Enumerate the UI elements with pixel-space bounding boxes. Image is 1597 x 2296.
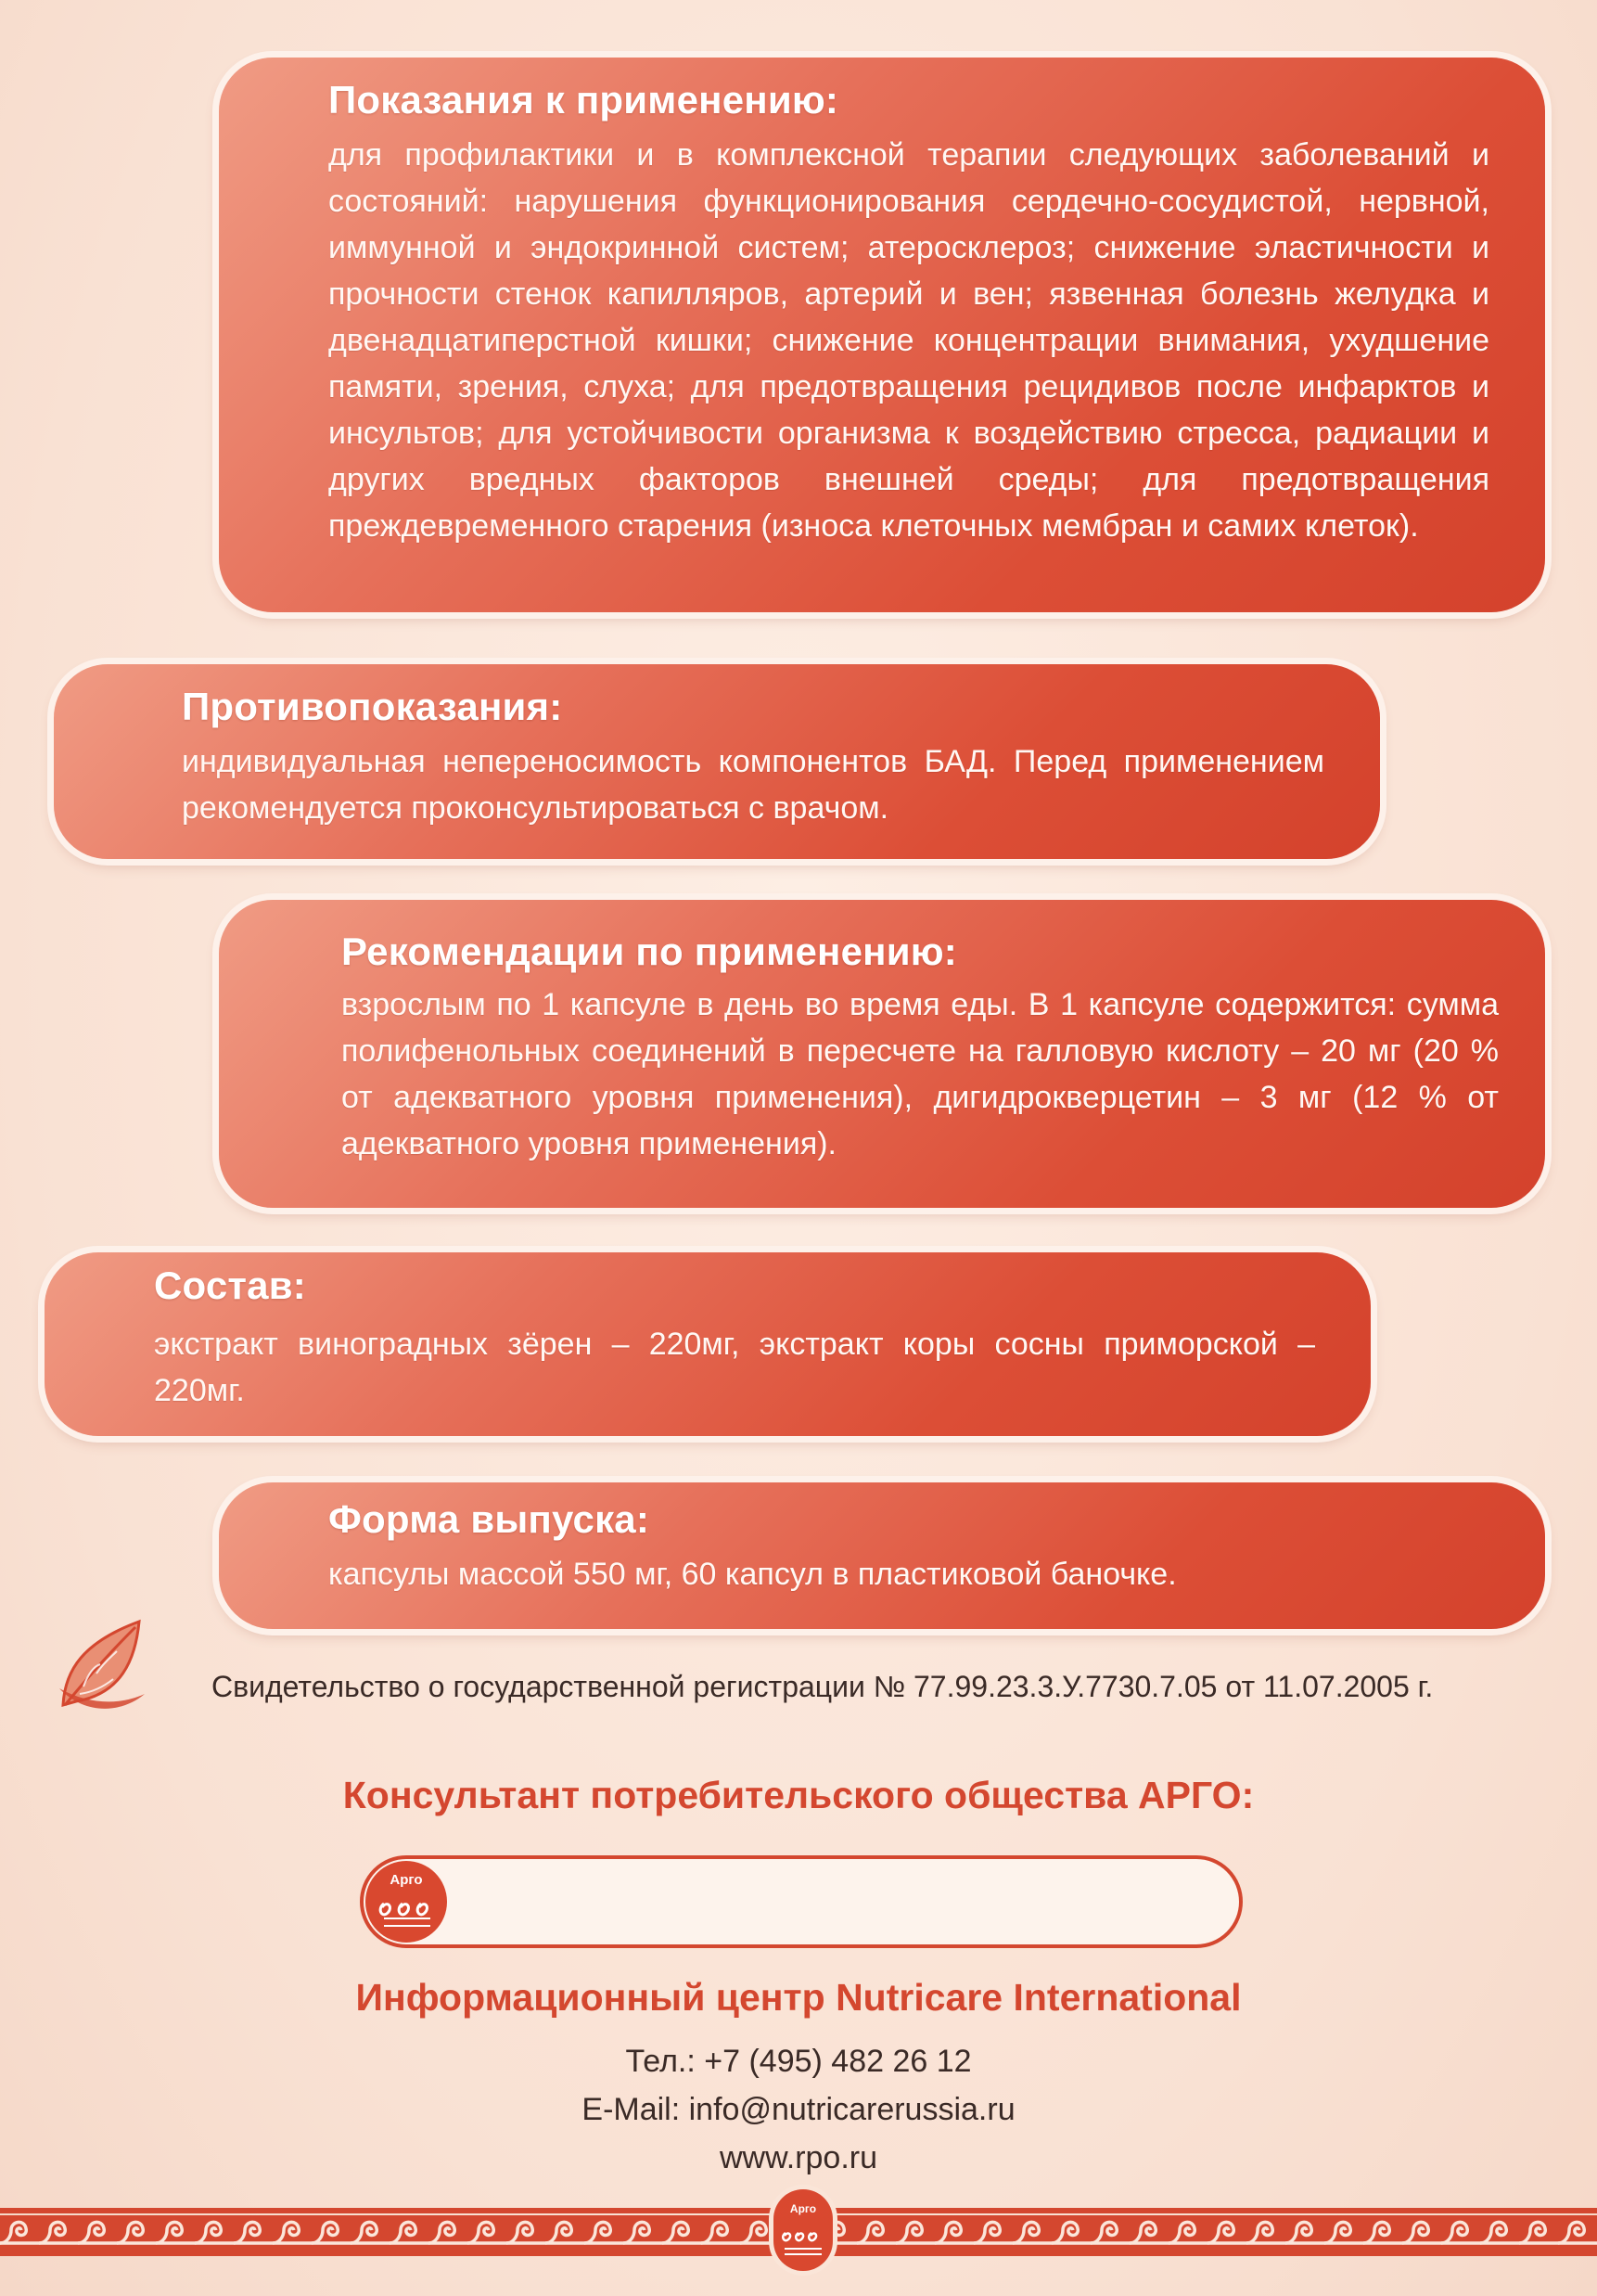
composition-section bbox=[45, 1252, 1371, 1436]
indications-title: Показания к применению: bbox=[328, 78, 839, 122]
recommendations-title: Рекомендации по применению: bbox=[341, 930, 957, 973]
consultant-title: Консультант потребительского общества АРГО: bbox=[342, 1774, 1255, 1816]
footer-argo-logo bbox=[773, 2189, 833, 2271]
indications-text: для профилактики и в комплексной терапии следующих заболеваний и состояний: нарушения функционирования сердечно-сосудистой, нервной, иммунной и эндокринной систем; атеросклероз; снижение эластичности и прочности стенок капилляров, артерий и вен; язвенная болезнь желудка и двенадцатиперстной кишки; снижение концентрации внимания, ухудшение памяти, зрения, слуха; для предотвращения рецидивов после инфарктов и инсультов; для устойчивости организма к воздействию стресса, радиации и других вредных факторов внешней среды; для предотвращения преждевременного старения (износа клеточных мембран и самих клеток). bbox=[328, 137, 1489, 544]
registration-certificate: Свидетельство о государственной регистрации № 77.99.23.3.У.7730.7.05 от 11.07.2005 г. bbox=[211, 1670, 1434, 1703]
consultant-name-field[interactable] bbox=[360, 1855, 1243, 1948]
argo-logo bbox=[365, 1861, 447, 1943]
info-center-title: Информационный центр Nutricare International bbox=[355, 1976, 1242, 2019]
phone-number: Тел.: +7 (495) 482 26 12 bbox=[625, 2044, 972, 2079]
recommendations-section bbox=[219, 900, 1545, 1208]
recommendations-text: взрослым по 1 капсуле в день во время еды. В 1 капсуле содержится: сумма полифенольных соединений в пересчете на галловую кислоту – 20 мг (20 % от адекватного уровня применения), дигидрокверцетин – 3 мг (12 % от адекватного уровня применения). bbox=[341, 987, 1499, 1161]
website-link[interactable]: www.rpo.ru bbox=[719, 2140, 878, 2175]
contraindications-text: индивидуальная непереносимость компонентов БАД. Перед применением рекомендуется проконсультироваться с врачом. bbox=[182, 744, 1324, 826]
footer-wave-icon bbox=[773, 2189, 833, 2271]
contraindications-title: Противопоказания: bbox=[182, 685, 563, 728]
wave-pattern-icon bbox=[365, 1861, 447, 1943]
composition-text: экстракт виноградных зёрен – 220мг, экстракт коры сосны приморской – 220мг. bbox=[154, 1327, 1315, 1408]
release-form-title: Форма выпуска: bbox=[328, 1497, 650, 1541]
contacts-block bbox=[0, 2037, 1597, 2182]
leaf-icon bbox=[56, 1605, 148, 1716]
footer-argo-logo-text: Арго bbox=[789, 2202, 817, 2215]
argo-logo-text: Арго bbox=[390, 1872, 423, 1888]
email-address[interactable]: E-Mail: info@nutricarerussia.ru bbox=[581, 2092, 1016, 2127]
release-form-section bbox=[219, 1482, 1545, 1629]
contraindications-section bbox=[54, 664, 1380, 859]
composition-title: Состав: bbox=[154, 1263, 306, 1307]
release-form-text: капсулы массой 550 мг, 60 капсул в пластиковой баночке. bbox=[328, 1557, 1177, 1592]
indications-section bbox=[219, 58, 1545, 612]
